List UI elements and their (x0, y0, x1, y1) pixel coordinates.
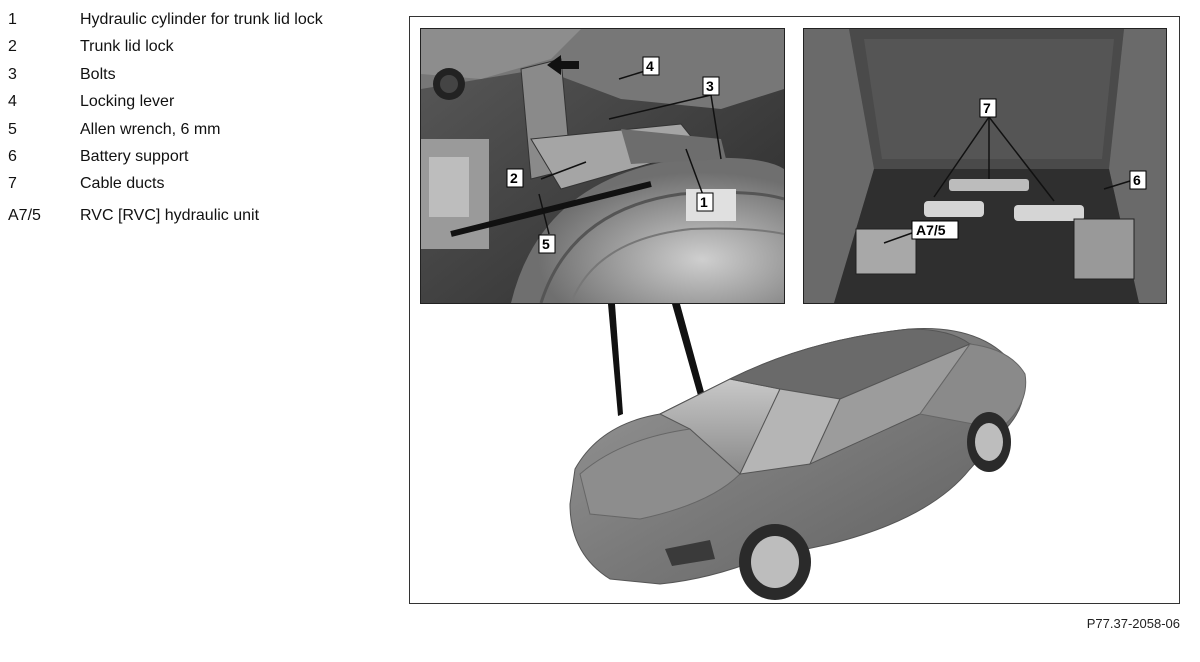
callout-5 (539, 235, 555, 253)
legend-item (8, 37, 398, 64)
legend-item (8, 206, 398, 233)
legend-description: RVC [RVC] hydraulic unit (80, 206, 260, 224)
callout-4-label: 4 (646, 58, 654, 74)
callout-6-label: 6 (1133, 172, 1141, 188)
legend-item (8, 10, 398, 37)
legend-number: 6 (8, 147, 17, 165)
legend-description: Locking lever (80, 93, 175, 111)
photo-trunk-floor (803, 28, 1167, 304)
legend-item (8, 147, 398, 174)
callout-4 (643, 57, 659, 75)
legend-description: Cable ducts (80, 175, 165, 193)
callout-6 (1130, 171, 1146, 189)
callout-a7-5-label: A7/5 (916, 222, 946, 238)
legend-description: Bolts (80, 65, 116, 83)
callout-3 (703, 77, 719, 95)
legend-number: A7/5 (8, 206, 41, 224)
callout-2 (507, 169, 523, 187)
callout-7 (980, 99, 996, 117)
trunk-floor-photo-illustration (804, 29, 1166, 303)
callout-7-label: 7 (983, 100, 991, 116)
legend (8, 10, 398, 233)
callout-1-label: 1 (700, 194, 708, 210)
figure-id: P77.37-2058-06 (1086, 616, 1180, 631)
callout-2-label: 2 (510, 170, 518, 186)
callout-a7-5 (912, 221, 958, 239)
trunk-lock-photo-illustration (421, 29, 784, 303)
legend-number: 2 (8, 38, 17, 56)
legend-description: Allen wrench, 6 mm (80, 120, 221, 138)
photo-trunk-lid-lock (420, 28, 785, 304)
legend-item (8, 65, 398, 92)
legend-item (8, 120, 398, 147)
illustration-frame (409, 16, 1180, 604)
legend-number: 4 (8, 93, 17, 111)
legend-number: 7 (8, 175, 17, 193)
callout-5-label: 5 (542, 236, 550, 252)
legend-item (8, 92, 398, 119)
legend-number: 5 (8, 120, 17, 138)
callout-3-label: 3 (706, 78, 714, 94)
legend-description: Hydraulic cylinder for trunk lid lock (80, 11, 323, 28)
legend-description: Battery support (80, 147, 189, 165)
car-illustration (410, 304, 1179, 603)
legend-number: 1 (8, 11, 17, 28)
legend-item (8, 174, 398, 201)
callout-1 (697, 193, 713, 211)
legend-number: 3 (8, 65, 17, 83)
legend-description: Trunk lid lock (80, 38, 174, 56)
